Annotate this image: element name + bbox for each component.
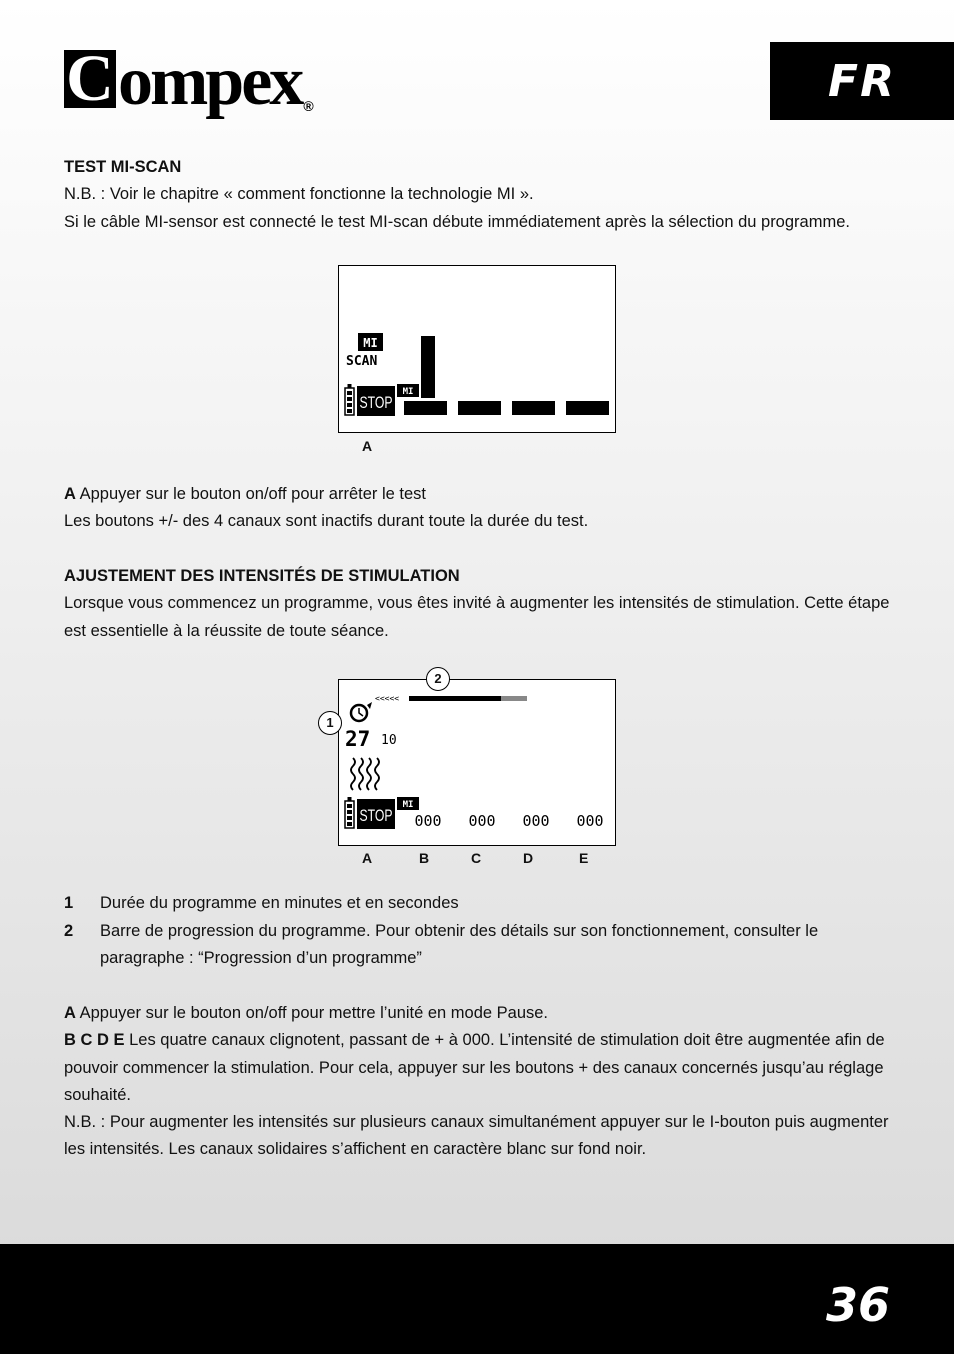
battery-icon <box>345 384 354 415</box>
lcd2-caption-b: B <box>419 850 430 866</box>
callout-2: 2 <box>426 667 450 691</box>
time-seconds: 10 <box>381 733 397 748</box>
section-mi-scan-intro <box>64 154 894 236</box>
desc-a-text: Appuyer sur le bouton on/off pour arrêter le test <box>75 485 426 503</box>
progress-bar-remaining <box>501 696 527 701</box>
desc-bcde-line <box>64 1027 894 1109</box>
desc-a-label: A <box>64 1004 76 1022</box>
lcd-mi-scan-screen <box>338 265 616 433</box>
stop-text: STOP <box>359 393 393 412</box>
desc-bcde-text: Les quatre canaux clignotent, passant de + à 000. L’intensité de stimulation doit être augmentée afin de pouvoir commencer la stimulation. Pour cela, appuyer sur les boutons + des canaux concernés jusqu’au réglage souhaité. <box>64 1031 885 1104</box>
lcd1-caption-a: A <box>362 438 373 454</box>
list-item <box>64 918 894 973</box>
clock-icon <box>351 702 372 721</box>
channel-bar-4 <box>566 401 609 415</box>
note-multi-channel: N.B. : Pour augmenter les intensités sur plusieurs canaux simultanément appuyer sur le I-bouton puis augmenter les intensités. Les canaux solidaires s’affichent en caractère blanc sur fond noir. <box>64 1113 889 1159</box>
heading-intensity: AJUSTEMENT DES INTENSITÉS DE STIMULATION <box>64 567 460 585</box>
scan-label: SCAN <box>346 354 378 369</box>
section-intensity-desc <box>64 1000 894 1164</box>
desc-a-line <box>64 481 894 508</box>
battery-icon <box>345 797 354 828</box>
mi-small-text: MI <box>402 800 414 810</box>
lcd2-caption-d: D <box>523 850 534 866</box>
list-item <box>64 890 894 917</box>
channel-c-value: 000 <box>468 812 496 830</box>
stimulation-wave-icon <box>351 758 379 790</box>
list-item-number: 1 <box>64 894 74 912</box>
lcd2-caption-c: C <box>471 850 482 866</box>
lcd-stimulation-graphic <box>339 680 614 844</box>
language-tab: FR <box>770 42 954 120</box>
callout-1: 1 <box>318 711 342 735</box>
note-mi-technology: N.B. : Voir le chapitre « comment fonctionne la technologie MI ». <box>64 185 534 204</box>
lcd-mi-scan-graphic <box>339 266 614 431</box>
channel-e-value: 000 <box>576 812 604 830</box>
list-item-number: 2 <box>64 922 74 940</box>
para-mi-sensor: Si le câble MI-sensor est connecté le test MI-scan débute immédiatement après la sélection du programme. <box>64 212 850 231</box>
lcd-stimulation-screen <box>338 679 616 846</box>
lcd2-caption-a: A <box>362 850 373 866</box>
scan-level-bar <box>421 336 435 398</box>
logo-registered: ® <box>303 98 314 114</box>
section-mi-scan-desc <box>64 481 894 536</box>
list-item-text: Barre de progression du programme. Pour obtenir des détails sur son fonctionnement, consulter le paragraphe : “Progression d’un programme” <box>100 922 819 968</box>
mi-small-text: MI <box>402 387 414 397</box>
section-intensity-intro <box>64 563 894 645</box>
progress-arrows: <<<<< <box>375 694 400 703</box>
desc-a-text: Appuyer sur le bouton on/off pour mettre l’unité en mode Pause. <box>75 1004 549 1022</box>
logo-c-box: C <box>64 50 116 108</box>
compex-logo <box>64 40 314 120</box>
progress-bar-filled <box>409 696 501 701</box>
lcd2-caption-e: E <box>579 850 589 866</box>
footer-bar <box>0 1244 954 1354</box>
para-intensity: Lorsque vous commencez un programme, vous êtes invité à augmenter les intensités de stimulation. Cette étape est essentielle à la réussite de toute séance. <box>64 594 890 640</box>
stop-text: STOP <box>359 806 393 825</box>
time-minutes: 27 <box>345 727 371 751</box>
list-item-text: Durée du programme en minutes et en secondes <box>100 894 459 912</box>
channel-b-value: 000 <box>414 812 442 830</box>
channel-bar-2 <box>458 401 501 415</box>
channel-bar-3 <box>512 401 555 415</box>
heading-test-mi-scan: TEST MI-SCAN <box>64 158 182 176</box>
desc-bcde-label: B C D E <box>64 1031 125 1050</box>
desc-a-label: A <box>64 485 76 503</box>
page-number: 36 <box>825 1278 890 1332</box>
desc-buttons-inactive: Les boutons +/- des 4 canaux sont inactifs durant toute la durée du test. <box>64 512 589 531</box>
logo-text: ompex <box>118 43 302 120</box>
channel-d-value: 000 <box>522 812 550 830</box>
mi-badge-text: MI <box>363 336 378 350</box>
channel-bar-1 <box>404 401 447 415</box>
desc-a-line <box>64 1000 894 1027</box>
